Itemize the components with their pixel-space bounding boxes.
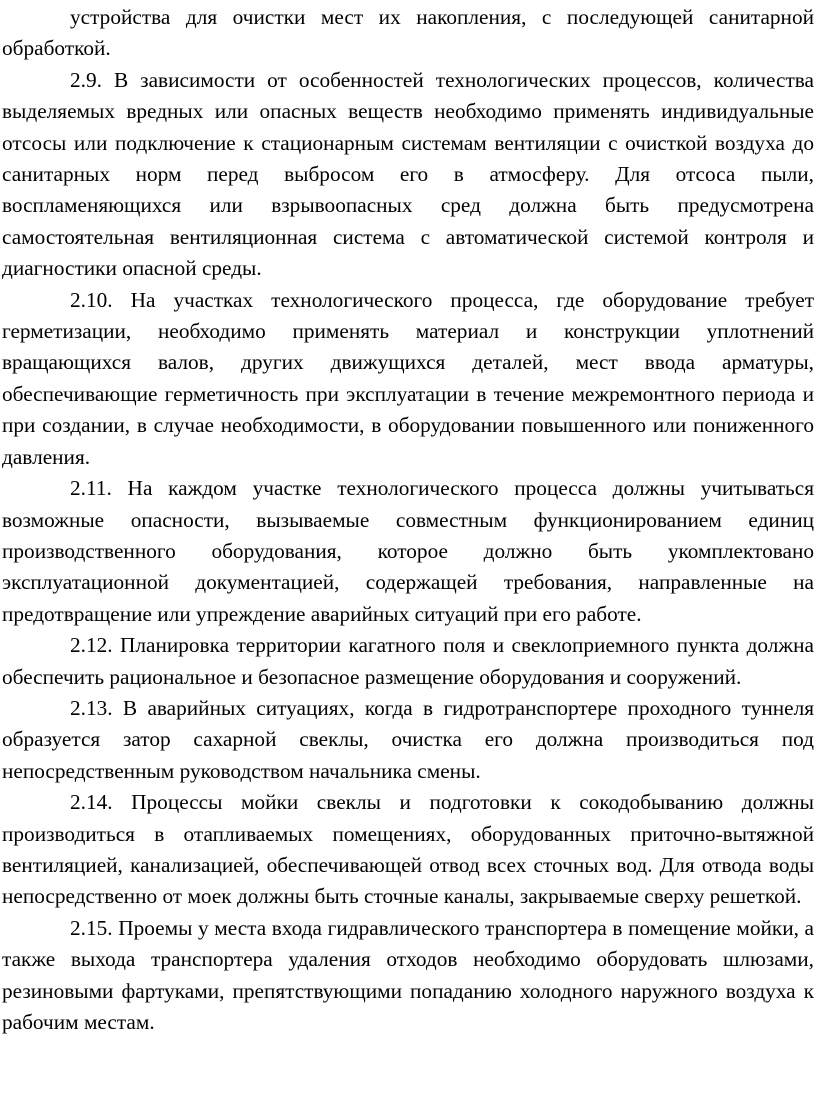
paragraph-2-11: 2.11. На каждом участке технологического процесса должны учитываться возможные опасности, вызываемые совместным функционированием единиц производственного оборудования, которое должно быть укомплектовано эксплуатационной документацией, содержащей требования, направленные на предотвращение или упреждение аварийных ситуаций при его работе. bbox=[2, 476, 814, 626]
paragraph-2-13: 2.13. В аварийных ситуациях, когда в гидротранспортере проходного туннеля образуется затор сахарной свеклы, очистка его должна производиться под непосредственным руководством начальника смены. bbox=[2, 695, 814, 783]
paragraph-2-15: 2.15. Проемы у места входа гидравлического транспортера в помещение мойки, а также выхода транспортера удаления отходов необходимо оборудовать шлюзами, резиновыми фартуками, препятствующими попаданию холодного наружного воздуха к рабочим местам. bbox=[2, 915, 814, 1034]
paragraph-2-10: 2.10. На участках технологического процесса, где оборудование требует герметизации, необходимо применять материал и конструкции уплотнений вращающихся валов, других движущихся деталей, мест ввода арматуры, обеспечивающие герметичность при эксплуатации в течение межремонтного периода и при создании, в случае необходимости, в оборудовании повышенного или пониженного давления. bbox=[2, 287, 814, 469]
paragraph-continued: устройства для очистки мест их накопления, с последующей санитарной обработкой. bbox=[2, 5, 814, 61]
paragraph-2-14: 2.14. Процессы мойки свеклы и подготовки к сокодобыванию должны производиться в отапливаемых помещениях, оборудованных приточно-вытяжной вентиляцией, канализацией, обеспечивающей отвод всех сточных вод. Для отвода воды непосредственно от моек должны быть сточные каналы, закрываемые сверху решеткой. bbox=[2, 790, 814, 909]
document-page bbox=[2, 2, 814, 1038]
paragraph-2-12: 2.12. Планировка территории кагатного поля и свеклоприемного пункта должна обеспечить рациональное и безопасное размещение оборудования и сооружений. bbox=[2, 633, 814, 689]
paragraph-2-9: 2.9. В зависимости от особенностей технологических процессов, количества выделяемых вредных или опасных веществ необходимо применять индивидуальные отсосы или подключение к стационарным системам вентиляции с очисткой воздуха до санитарных норм перед выбросом его в атмосферу. Для отсоса пыли, воспламеняющихся или взрывоопасных сред должна быть предусмотрена самостоятельная вентиляционная система с автоматической системой контроля и диагностики опасной среды. bbox=[2, 67, 814, 281]
